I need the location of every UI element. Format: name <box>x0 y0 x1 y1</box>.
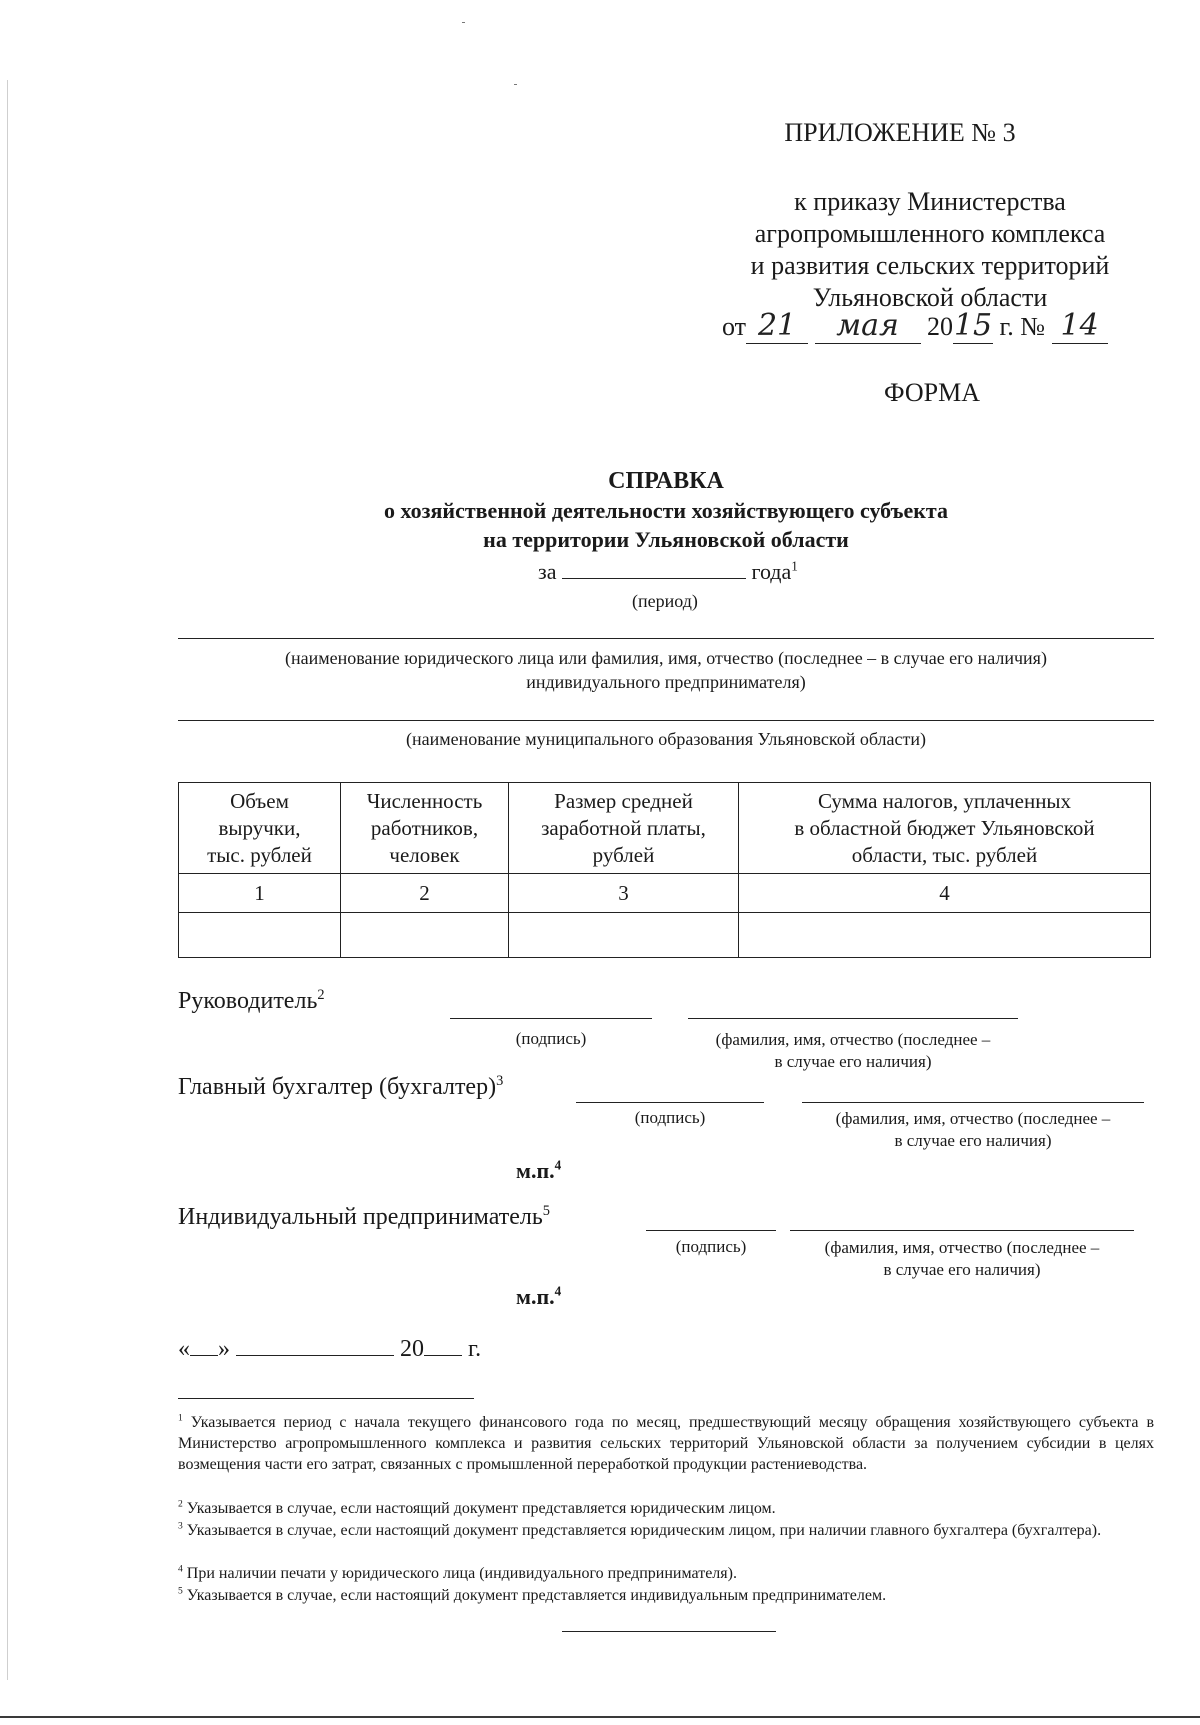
taxes-cell[interactable] <box>739 913 1151 958</box>
revenue-cell[interactable] <box>179 913 341 958</box>
entrepreneur-signature-field[interactable] <box>646 1230 776 1231</box>
date-close-quote: » <box>218 1336 230 1362</box>
title-subtitle: на территории Ульяновской области <box>483 527 849 552</box>
period-suffix: года <box>751 559 792 584</box>
order-line: агропромышленного комплекса <box>754 219 1106 248</box>
head-label: Руководитель$^2$ <box>178 987 325 1014</box>
date-year-handwritten: 15 <box>953 308 993 343</box>
footnote-1: $^1$ Указывается период с начала текущего финансового года по месяц, предшествующий месяцу обращения хозяйствующего субъекта в Министерство агропромышленного комплекса и развития сельских территорий Ульяновской области за получением субсидии в целях возмещения части его затрат, связанных с промышленной переработкой продукции растениеводства. <box>178 1412 1154 1473</box>
column-number: 1 <box>179 874 341 913</box>
header-taxes: Сумма налогов, уплаченных в областной бюджет Ульяновской области, тыс. рублей <box>739 783 1151 874</box>
date-number-label: г. № <box>999 312 1046 341</box>
period-line <box>538 559 798 585</box>
column-number: 2 <box>341 874 509 913</box>
title-subtitle: о хозяйственной деятельности хозяйствующего субъекта <box>384 498 948 523</box>
scan-left-edge <box>7 80 8 1680</box>
municipality-caption: (наименование муниципального образования Ульяновской области) <box>405 729 926 749</box>
order-line: Ульяновской области <box>812 283 1048 312</box>
name-caption: (фамилия, имя, отчество (последнее – в случае его наличия) <box>824 1238 1100 1279</box>
order-date-line <box>722 308 1108 344</box>
date-prefix: от <box>722 312 747 341</box>
head-signature-field[interactable] <box>450 1018 652 1019</box>
caption-line: (наименование юридического лица или фамилия, имя, отчество (последнее – в случае его наличия) <box>285 648 1047 668</box>
municipality-field[interactable] <box>178 720 1154 721</box>
table-header-row <box>179 783 1151 874</box>
name-caption: (фамилия, имя, отчество (последнее – в случае его наличия) <box>835 1109 1111 1150</box>
date-year-prefix: 20 <box>400 1336 424 1362</box>
order-reference <box>690 186 1170 314</box>
scan-speck <box>514 84 517 85</box>
order-line: и развития сельских территорий <box>750 251 1110 280</box>
table-row <box>179 913 1151 958</box>
month-field[interactable] <box>236 1337 394 1356</box>
footnote-ref: 1 <box>791 558 798 574</box>
header-salary: Размер средней заработной платы, рублей <box>509 783 739 874</box>
date-year-prefix: 20 <box>927 312 954 341</box>
footnote-5: $^5$ Указывается в случае, если настоящий документ представляется индивидуальным предпринимателем. <box>178 1585 887 1604</box>
head-name-field[interactable] <box>688 1018 1018 1019</box>
data-table <box>178 782 1151 958</box>
entity-name-caption <box>178 646 1154 694</box>
footnote-2: $^2$ Указывается в случае, если настоящий документ представляется юридическим лицом. <box>178 1498 776 1517</box>
footnote-separator <box>178 1398 474 1399</box>
signature-caption: (подпись) <box>675 1237 747 1256</box>
signature-caption: (подпись) <box>634 1108 706 1127</box>
header-employees: Численность работников, человек <box>341 783 509 874</box>
column-number: 3 <box>509 874 739 913</box>
entrepreneur-label: Индивидуальный предприниматель$^5$ <box>178 1203 550 1230</box>
date-month-handwritten: мая <box>815 308 921 344</box>
salary-cell[interactable] <box>509 913 739 958</box>
day-field[interactable] <box>190 1337 218 1356</box>
order-line: к приказу Министерства <box>794 187 1066 216</box>
appendix-title: ПРИЛОЖЕНИЕ № 3 <box>784 118 1016 147</box>
accountant-name-field[interactable] <box>802 1102 1144 1103</box>
accountant-label: Главный бухгалтер (бухгалтер)$^3$ <box>178 1073 504 1100</box>
stamp-label: м.п.$^4$ <box>516 1157 562 1183</box>
footnote-ref: 4 <box>554 1283 562 1299</box>
period-prefix: за <box>538 559 557 584</box>
accountant-signature-field[interactable] <box>576 1102 764 1103</box>
signature-caption: (подпись) <box>515 1029 587 1048</box>
table-number-row <box>179 874 1151 913</box>
document-title <box>178 467 1154 554</box>
date-number-handwritten: 14 <box>1052 308 1108 344</box>
form-label: ФОРМА <box>884 378 980 407</box>
header-revenue: Объем выручки, тыс. рублей <box>179 783 341 874</box>
period-field[interactable] <box>562 560 746 579</box>
caption-line: индивидуального предпринимателя) <box>526 672 806 692</box>
date-open-quote: « <box>178 1336 190 1362</box>
footnote-4: $^4$ При наличии печати у юридического лица (индивидуального предпринимателя). <box>178 1563 737 1582</box>
date-day-handwritten: 21 <box>746 308 808 344</box>
entity-name-field[interactable] <box>178 638 1154 639</box>
period-caption: (период) <box>632 591 698 611</box>
title-main: СПРАВКА <box>608 468 724 494</box>
footnote-ref: 3 <box>496 1073 504 1089</box>
end-separator <box>562 1631 776 1632</box>
footnote-3: $^3$ Указывается в случае, если настоящий документ представляется юридическим лицом, при наличии главного бухгалтера (бухгалтера). <box>178 1520 1102 1539</box>
signing-date-line <box>178 1336 481 1363</box>
employees-cell[interactable] <box>341 913 509 958</box>
footnote-ref: 2 <box>317 987 325 1003</box>
footnote-ref: 5 <box>542 1203 550 1219</box>
name-caption: (фамилия, имя, отчество (последнее – в случае его наличия) <box>715 1030 991 1071</box>
column-number: 4 <box>739 874 1151 913</box>
scan-speck <box>462 22 465 23</box>
stamp-label: м.п.$^4$ <box>516 1283 562 1309</box>
year-field[interactable] <box>424 1337 462 1356</box>
footnote-ref: 4 <box>554 1157 562 1173</box>
entrepreneur-name-field[interactable] <box>790 1230 1134 1231</box>
scan-bottom-edge <box>0 1716 1200 1718</box>
date-g: г. <box>468 1336 482 1362</box>
